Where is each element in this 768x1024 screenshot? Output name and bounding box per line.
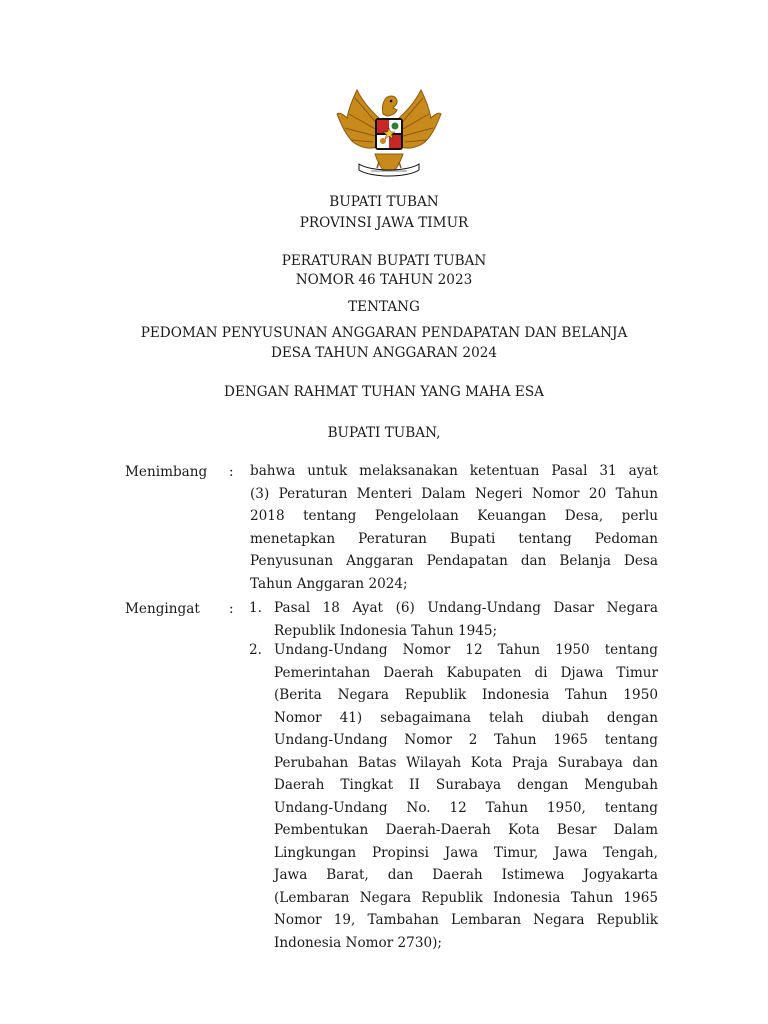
menimbang-paragraph <box>250 460 658 595</box>
subject-line-1: PEDOMAN PENYUSUNAN ANGGARAN PENDAPATAN DAN BELANJA <box>140 325 628 341</box>
mengingat-line: Daerah Tingkat II Surabaya dengan Mengubah <box>274 777 658 793</box>
mengingat-item-number: 2. <box>249 642 262 658</box>
mengingat-line: Indonesia Nomor 2730); <box>274 934 443 951</box>
mengingat-line: Undang-Undang Nomor 12 Tahun 1950 tentang <box>274 642 658 658</box>
mengingat-line: Perubahan Batas Wilayah Kota Praja Surabaya dan <box>274 754 658 771</box>
menimbang-line: 2018 tentang Pengelolaan Keuangan Desa, perlu <box>250 508 658 524</box>
mengingat-line: Undang-Undang No. 12 Tahun 1950, tentang <box>274 799 658 816</box>
menimbang-line: (3) Peraturan Menteri Dalam Negeri Nomor 20 Tahun <box>250 485 658 502</box>
mengingat-line: Pembentukan Daerah-Daerah Kota Besar Dalam <box>274 822 658 838</box>
mengingat-colon: : <box>229 601 234 617</box>
menimbang-line: menetapkan Peraturan Bupati tentang Pedoman <box>250 530 658 547</box>
mengingat-line: Pemerintahan Daerah Kabupaten di Djawa Timur <box>274 664 658 681</box>
mengingat-line: Nomor 41) sebagaimana telah diubah dengan <box>274 709 658 726</box>
shield-icon <box>375 118 403 150</box>
mengingat-line: Pasal 18 Ayat (6) Undang-Undang Dasar Negara <box>274 600 658 616</box>
menimbang-label: Menimbang <box>125 464 208 480</box>
mengingat-item-number: 1. <box>249 600 262 616</box>
subject-line-2: DESA TAHUN ANGGARAN 2024 <box>270 345 498 361</box>
mengingat-item-1 <box>274 597 658 642</box>
garuda-emblem <box>335 84 443 184</box>
blessing-line: DENGAN RAHMAT TUHAN YANG MAHA ESA <box>224 384 544 400</box>
mengingat-line: Lingkungan Propinsi Jawa Timur, Jawa Tengah, <box>274 844 658 861</box>
menimbang-colon: : <box>229 464 234 480</box>
regulation-number: NOMOR 46 TAHUN 2023 <box>295 272 473 288</box>
about-heading: TENTANG <box>348 299 420 315</box>
mengingat-line: (Berita Negara Republik Indonesia Tahun 1950 <box>274 687 658 703</box>
menimbang-line: Tahun Anggaran 2024; <box>250 575 408 592</box>
mengingat-line: Nomor 19, Tambahan Lembaran Negara Republik <box>274 912 658 928</box>
mengingat-item-2 <box>274 639 658 954</box>
mengingat-label: Mengingat <box>125 601 200 617</box>
garuda-head <box>382 96 397 116</box>
mengingat-line: Republik Indonesia Tahun 1945; <box>274 622 498 639</box>
regent-address: BUPATI TUBAN, <box>327 425 441 441</box>
mengingat-line: Jawa Barat, dan Daerah Istimewa Jogyakarta <box>274 867 658 883</box>
menimbang-line: Penyusunan Anggaran Pendapatan dan Belanja Desa <box>250 553 658 569</box>
regent-title: BUPATI TUBAN <box>329 194 439 210</box>
mengingat-line: (Lembaran Negara Republik Indonesia Tahun 1965 <box>274 889 658 906</box>
mengingat-line: Undang-Undang Nomor 2 Tahun 1965 tentang <box>274 732 658 748</box>
menimbang-line: bahwa untuk melaksanakan ketentuan Pasal 31 ayat <box>250 463 658 479</box>
province-title: PROVINSI JAWA TIMUR <box>299 215 469 231</box>
regulation-title: PERATURAN BUPATI TUBAN <box>281 253 487 269</box>
